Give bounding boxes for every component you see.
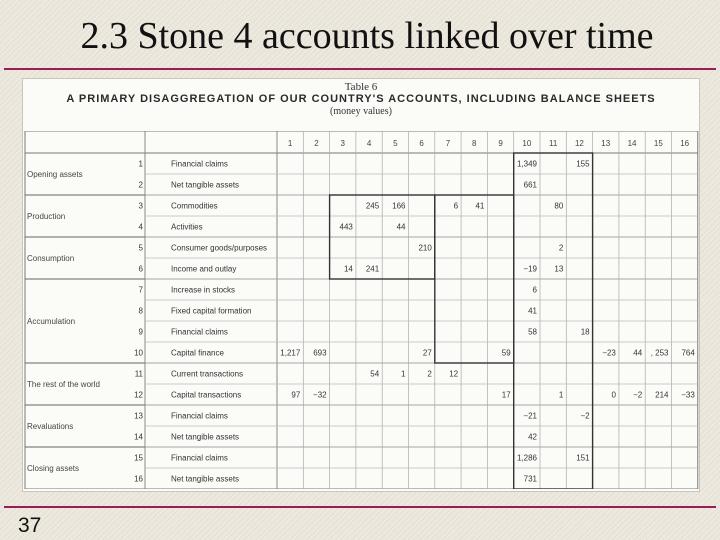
column-header: 12 bbox=[574, 139, 584, 148]
group-label: Consumption bbox=[27, 254, 75, 263]
table-cell-value: 1,217 bbox=[280, 348, 301, 358]
table-cell-value: −19 bbox=[523, 264, 537, 274]
row-label: Increase in stocks bbox=[171, 285, 236, 295]
table-cell-value: 44 bbox=[396, 222, 406, 232]
page-number: 37 bbox=[18, 514, 42, 537]
row-number: 3 bbox=[138, 201, 143, 211]
scanned-table-document bbox=[22, 78, 700, 492]
column-header: 3 bbox=[340, 139, 345, 148]
column-header: 15 bbox=[653, 139, 663, 148]
row-number: 8 bbox=[138, 306, 143, 316]
row-label: Activities bbox=[171, 222, 203, 232]
row-label: Consumer goods/purposes bbox=[171, 243, 268, 253]
table-cell-value: 41 bbox=[528, 306, 537, 316]
table-cell-value: 1,286 bbox=[516, 453, 537, 463]
row-number: 1 bbox=[138, 159, 143, 169]
row-number: 7 bbox=[138, 285, 143, 295]
row-label: Net tangible assets bbox=[171, 474, 240, 484]
table-cell-value: 693 bbox=[313, 348, 327, 358]
group-label: Opening assets bbox=[27, 170, 83, 179]
table-cell-value: 1,349 bbox=[516, 159, 537, 169]
row-label: Net tangible assets bbox=[171, 432, 240, 442]
table-cell-value: 661 bbox=[523, 180, 537, 190]
row-number: 9 bbox=[138, 327, 143, 337]
table-cell-value: 166 bbox=[392, 201, 406, 211]
table-cell-value: 12 bbox=[449, 369, 459, 379]
table-cell-value: 210 bbox=[418, 243, 432, 253]
accounts-table-grid bbox=[23, 131, 699, 489]
table-border bbox=[25, 131, 698, 489]
table-cell-value: 42 bbox=[528, 432, 537, 442]
table-cell-value: 58 bbox=[528, 327, 537, 337]
column-header: 16 bbox=[680, 139, 690, 148]
table-cell-value: 54 bbox=[370, 369, 380, 379]
table-cell-value: 27 bbox=[422, 348, 432, 358]
table-subtitle: (money values) bbox=[330, 106, 392, 117]
row-label: Financial claims bbox=[171, 411, 228, 421]
column-header: 13 bbox=[601, 139, 611, 148]
column-header: 5 bbox=[393, 139, 398, 148]
row-number: 12 bbox=[134, 390, 143, 400]
row-number: 2 bbox=[138, 180, 143, 190]
title-divider bbox=[4, 68, 716, 70]
group-label: Accumulation bbox=[27, 317, 76, 326]
row-number: 6 bbox=[138, 264, 143, 274]
group-label: Revaluations bbox=[27, 422, 74, 431]
accounts-table bbox=[23, 131, 699, 489]
table-cell-value: −21 bbox=[523, 411, 537, 421]
table-cell-value: 0 bbox=[611, 390, 616, 400]
table-cell-value: 1 bbox=[401, 369, 406, 379]
column-header: 1 bbox=[287, 139, 293, 148]
column-header: 14 bbox=[627, 139, 637, 148]
table-cell-value: 151 bbox=[576, 453, 590, 463]
table-caption: Table 6 bbox=[344, 81, 378, 93]
slide-title: 2.3 Stone 4 accounts linked over time bbox=[80, 15, 654, 57]
group-label: The rest of the world bbox=[27, 380, 100, 389]
table-cell-value: 245 bbox=[365, 201, 380, 211]
row-label: Capital transactions bbox=[171, 390, 242, 400]
group-label: Production bbox=[27, 212, 66, 221]
column-header: 2 bbox=[314, 139, 319, 148]
row-number: 10 bbox=[134, 348, 143, 358]
table-cell-value: 241 bbox=[365, 264, 380, 274]
group-label: Closing assets bbox=[27, 464, 80, 473]
table-cell-value: 2 bbox=[558, 243, 564, 253]
table-cell-value: 6 bbox=[532, 285, 537, 295]
column-header: 9 bbox=[498, 139, 503, 148]
table-cell-value: 97 bbox=[291, 390, 301, 400]
table-cell-value: 80 bbox=[554, 201, 564, 211]
table-cell-value: 2 bbox=[427, 369, 432, 379]
table-cell-value: , 253 bbox=[650, 348, 669, 358]
table-cell-value: 731 bbox=[523, 474, 537, 484]
table-cell-value: −33 bbox=[681, 390, 695, 400]
row-label: Commodities bbox=[171, 201, 218, 211]
column-header: 4 bbox=[366, 139, 372, 148]
table-cell-value: 17 bbox=[501, 390, 511, 400]
column-header: 6 bbox=[419, 139, 424, 148]
column-header: 10 bbox=[522, 139, 532, 148]
table-cell-value: −2 bbox=[633, 390, 643, 400]
row-label: Fixed capital formation bbox=[171, 306, 252, 316]
table-cell-value: 18 bbox=[580, 327, 590, 337]
table-cell-value: −2 bbox=[580, 411, 590, 421]
row-label: Financial claims bbox=[171, 453, 228, 463]
table-cell-value: 764 bbox=[681, 348, 695, 358]
table-cell-value: 59 bbox=[501, 348, 511, 358]
table-cell-value: 155 bbox=[576, 159, 590, 169]
table-cell-value: −32 bbox=[313, 390, 327, 400]
table-cell-value: 214 bbox=[655, 390, 669, 400]
row-label: Financial claims bbox=[171, 159, 228, 169]
table-cell-value: 14 bbox=[343, 264, 353, 274]
row-number: 5 bbox=[138, 243, 143, 253]
row-number: 15 bbox=[134, 453, 143, 463]
table-cell-value: −23 bbox=[602, 348, 616, 358]
column-header: 11 bbox=[548, 139, 558, 148]
row-label: Current transactions bbox=[171, 369, 244, 379]
row-number: 4 bbox=[138, 222, 143, 232]
table-title: A PRIMARY DISAGGREGATION OF OUR COUNTRY'S ACCOUNTS, INCLUDING BALANCE SHEETS bbox=[66, 93, 656, 105]
row-number: 11 bbox=[134, 369, 143, 379]
table-cell-value: 13 bbox=[554, 264, 564, 274]
footer-divider bbox=[4, 506, 716, 508]
row-label: Capital finance bbox=[171, 348, 224, 358]
column-header: 7 bbox=[445, 139, 451, 148]
table-cell-value: 41 bbox=[475, 201, 485, 211]
table-cell-value: 44 bbox=[633, 348, 643, 358]
row-number: 14 bbox=[134, 432, 143, 442]
row-label: Net tangible assets bbox=[171, 180, 240, 190]
row-label: Income and outlay bbox=[171, 264, 237, 274]
table-cell-value: 1 bbox=[558, 390, 564, 400]
row-label: Financial claims bbox=[171, 327, 228, 337]
row-number: 13 bbox=[134, 411, 143, 421]
row-number: 16 bbox=[134, 474, 143, 484]
table-cell-value: 443 bbox=[339, 222, 353, 232]
table-cell-value: 6 bbox=[453, 201, 459, 211]
column-header: 8 bbox=[472, 139, 477, 148]
